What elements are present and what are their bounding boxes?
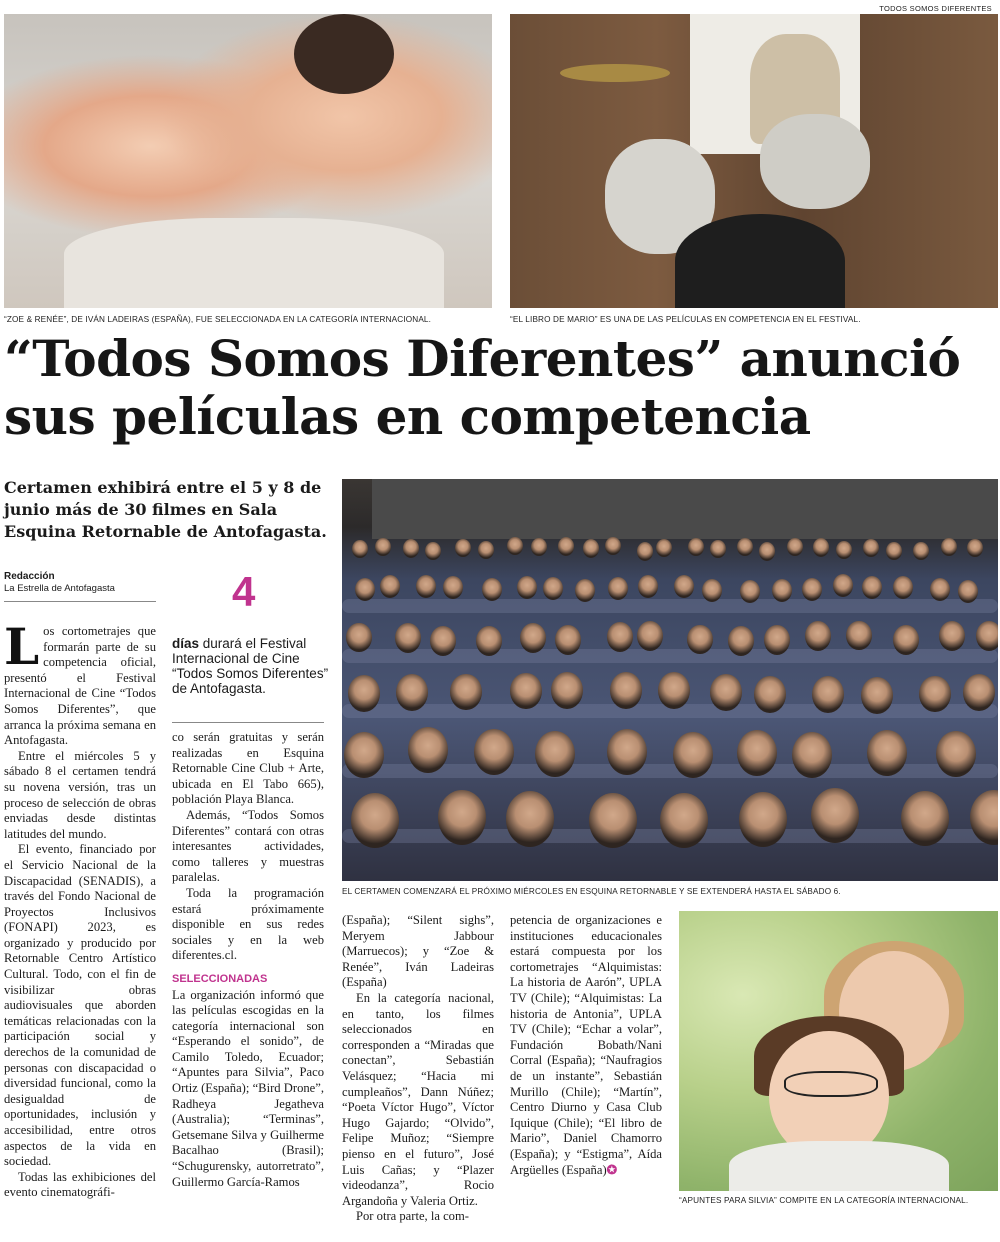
audience-member	[608, 577, 628, 600]
audience-member	[607, 622, 633, 652]
article-paragraph: En la categoría nacional, en tanto, los filmes seleccionados en corresponden a “Miradas que conectan”, Sebastián Velásquez; “Hacia mi cumpleaños”, Dann Núñez; “Poeta Víctor Hugo”, Víctor Hugo Gajardo; “Olvido”, Felipe Muñoz; “Siempre pienso en el futuro”, José Luis Cañas; y “Plazer videodanza”, Rocio Argandoña y Valeria Ortiz.	[342, 990, 494, 1208]
audience-member	[455, 539, 471, 557]
highlight-body: durará el Festival Internacional de Cine “Todos Somos Diferentes” de Antofagasta.	[172, 636, 329, 696]
article-column-3	[342, 913, 494, 1225]
audience-member	[737, 538, 753, 556]
highlight-number: 4	[232, 568, 256, 615]
caption-photo3: EL CERTAMEN COMENZARÁ EL PRÓXIMO MIÉRCOLES EN ESQUINA RETORNABLE Y SE EXTENDERÁ HASTA EL SÁBADO 6.	[342, 887, 841, 896]
audience-member	[913, 542, 929, 560]
audience-member	[551, 672, 583, 709]
section-tag: TODOS SOMOS DIFERENTES	[879, 4, 992, 13]
end-mark-icon: ✪	[606, 1162, 618, 1177]
article-paragraph: Además, “Todos Somos Diferentes” contará con otras interesantes actividades, como talleres y muestras paralelas.	[172, 807, 324, 885]
audience-member	[710, 674, 742, 711]
caption-photo2: “EL LIBRO DE MARIO” ES UNA DE LAS PELÍCULAS EN COMPETENCIA EN EL FESTIVAL.	[510, 315, 861, 324]
photo-apuntes-silvia	[679, 911, 998, 1191]
audience-member	[867, 730, 907, 776]
audience-member	[963, 674, 995, 711]
audience-member	[351, 793, 399, 848]
photo-audience	[342, 479, 998, 881]
article-paragraph-text: petencia de organizaciones e instituciones educacionales estará compuesta por los cortometrajes “Alquimistas: La historia de Aarón”, UPLA TV (Chile); “Alquimistas: La historia de Antonia”, UPLA TV (Chile); “Echar a volar”, Fundación Bobath/Nani Corral (España); “Naufragios de un instante”, Sebastián Murillo (Chile); “Martín”, Centro Diurno y Casa Club Iquique (Chile); “El libro de Mario”, Daniel Chamorro (España); y “Estigma”, Aída Argüelles (España)	[510, 913, 662, 1177]
audience-member	[813, 538, 829, 556]
audience-member	[478, 541, 494, 559]
audience-member	[346, 623, 372, 653]
subheadline: Certamen exhibirá entre el 5 y 8 de junio más de 30 filmes en Sala Esquina Retornable de Antofagasta.	[4, 478, 327, 541]
headline-line1: “Todos Somos Diferentes” anunció	[4, 329, 961, 388]
audience-member	[408, 727, 448, 773]
audience-member	[558, 537, 574, 555]
audience-member	[710, 540, 726, 558]
audience-member	[846, 621, 872, 651]
audience-member	[352, 540, 368, 558]
audience-member	[507, 537, 523, 555]
audience-member	[656, 539, 672, 557]
byline-divider	[4, 601, 156, 602]
audience-member	[380, 575, 400, 598]
audience-member	[506, 791, 554, 846]
audience-member	[531, 538, 547, 556]
audience-member	[811, 788, 859, 843]
byline-source: La Estrella de Antofagasta	[4, 583, 115, 594]
audience-member	[737, 730, 777, 776]
byline-author: Redacción	[4, 571, 55, 582]
audience-member	[425, 542, 441, 560]
photo-zoe-renee	[4, 14, 492, 308]
article-paragraph	[4, 617, 156, 749]
audience-member	[443, 576, 463, 599]
caption-photo1: “ZOE & RENÉE”, DE IVÁN LADEIRAS (ESPAÑA), FUE SELECCIONADA EN LA CATEGORÍA INTERNACIONAL.	[4, 315, 432, 324]
audience-member	[759, 542, 775, 560]
audience-member	[802, 578, 822, 601]
audience-member	[396, 674, 428, 711]
audience-member	[517, 576, 537, 599]
audience-member	[688, 538, 704, 556]
audience-member	[450, 674, 482, 711]
audience-member	[416, 575, 436, 598]
audience-member	[637, 621, 663, 651]
audience-member	[702, 579, 722, 602]
audience-member	[674, 575, 694, 598]
audience-member	[728, 626, 754, 656]
audience-member	[673, 732, 713, 778]
audience-member	[474, 729, 514, 775]
audience-member	[919, 676, 951, 713]
audience-member	[939, 621, 965, 651]
article-column-1	[4, 617, 156, 1201]
audience-member	[812, 676, 844, 713]
audience-member	[805, 621, 831, 651]
audience-member	[589, 793, 637, 848]
audience-member	[941, 538, 957, 556]
audience-member	[893, 576, 913, 599]
audience-member	[610, 672, 642, 709]
audience-member	[637, 542, 653, 560]
audience-member	[754, 676, 786, 713]
headline	[4, 330, 994, 446]
audience-member	[543, 577, 563, 600]
audience-member	[583, 539, 599, 557]
audience-member	[403, 539, 419, 557]
audience-member	[836, 541, 852, 559]
article-column-4	[510, 913, 662, 1178]
article-paragraph-text: os cortometrajes que formarán parte de su competencia oficial, presentó el Festival Internacional de Cine “Todos Somos Diferentes”, que arranca la próxima semana en Antofagasta.	[4, 624, 156, 748]
highlight-bold: días	[172, 636, 200, 651]
audience-member	[740, 580, 760, 603]
audience-member	[438, 790, 486, 845]
audience-member	[476, 626, 502, 656]
audience-member	[787, 538, 803, 556]
audience-member	[375, 538, 391, 556]
audience-member	[930, 578, 950, 601]
article-paragraph: Entre el miércoles 5 y sábado 8 el certamen tendrá su novena versión, tras un proceso de selección de obras enviadas desde distintas latitudes del mundo.	[4, 748, 156, 841]
audience-member	[535, 731, 575, 777]
article-paragraph: El evento, financiado por el Servicio Nacional de la Discapacidad (SENADIS), a través del Fondo Nacional de Proyectos Inclusivos (FONAPI) 2023, es organizado y producido por Retornable Centro Artístico Cultural. Todo, con el fin de visibilizar obras audiovisuales que aborden temáticas relacionadas con la participación social y derechos de la comunidad de personas con discapacidad o diversidad funcional, como la desigualdad de oportunidades, inclusión y accesibilidad, entre otros aspectos de la vida en sociedad.	[4, 842, 156, 1169]
section-heading-seleccionadas: SELECCIONADAS	[172, 972, 268, 985]
audience-member	[658, 672, 690, 709]
audience-member	[901, 791, 949, 846]
audience-member	[863, 539, 879, 557]
audience-member	[355, 578, 375, 601]
audience-member	[430, 626, 456, 656]
audience-member	[967, 539, 983, 557]
audience-member	[936, 731, 976, 777]
audience-member	[833, 574, 853, 597]
article-column-2	[172, 730, 324, 1190]
headline-line2: sus películas en competencia	[4, 387, 811, 446]
audience-member	[886, 542, 902, 560]
photo-drummer	[510, 14, 998, 308]
audience-member	[607, 729, 647, 775]
audience-member	[395, 623, 421, 653]
audience-member	[976, 621, 998, 651]
audience-member	[958, 580, 978, 603]
audience-member	[344, 732, 384, 778]
audience-member	[862, 576, 882, 599]
audience-member	[638, 575, 658, 598]
article-paragraph	[510, 913, 662, 1178]
highlight-divider	[172, 722, 324, 723]
audience-member	[348, 675, 380, 712]
audience-member	[520, 623, 546, 653]
article-paragraph: Por otra parte, la com-	[356, 1209, 469, 1224]
highlight-text	[172, 636, 332, 696]
audience-member	[605, 537, 621, 555]
article-paragraph: Toda la programación estará próximamente disponible en sus redes sociales y en la web diferentes.cl.	[172, 885, 324, 963]
caption-photo4: “APUNTES PARA SILVIA” COMPITE EN LA CATEGORÍA INTERNACIONAL.	[679, 1196, 969, 1205]
article-paragraph: La organización informó que las películas escogidas en la categoría internacional son “Esperando el sonido”, de Camilo Toledo, Ecuador; “Apuntes para Silvia”, Paco Ortiz (España); “Bird Drone”, Radheya Jegatheva (Australia); “Terminas”, Getsemane Silva y Guilherme Bacalhao (Brasil); “Schugurensky, autorretrato”, Guillermo García-Ramos	[172, 987, 324, 1189]
article-paragraph: Todas las exhibiciones del evento cinematográfi-	[4, 1169, 156, 1200]
article-paragraph: co serán gratuitas y serán realizadas en Esquina Retornable Cine Club + Arte, ubicada en El Tabo 665), población Playa Blanca.	[172, 730, 324, 807]
article-paragraph: (España); “Silent sighs”, Meryem Jabbour (Marruecos); y “Zoe & Renée”, Iván Ladeiras (España)	[342, 913, 494, 990]
dropcap: L	[4, 617, 40, 676]
audience-member	[482, 578, 502, 601]
audience-member	[555, 625, 581, 655]
